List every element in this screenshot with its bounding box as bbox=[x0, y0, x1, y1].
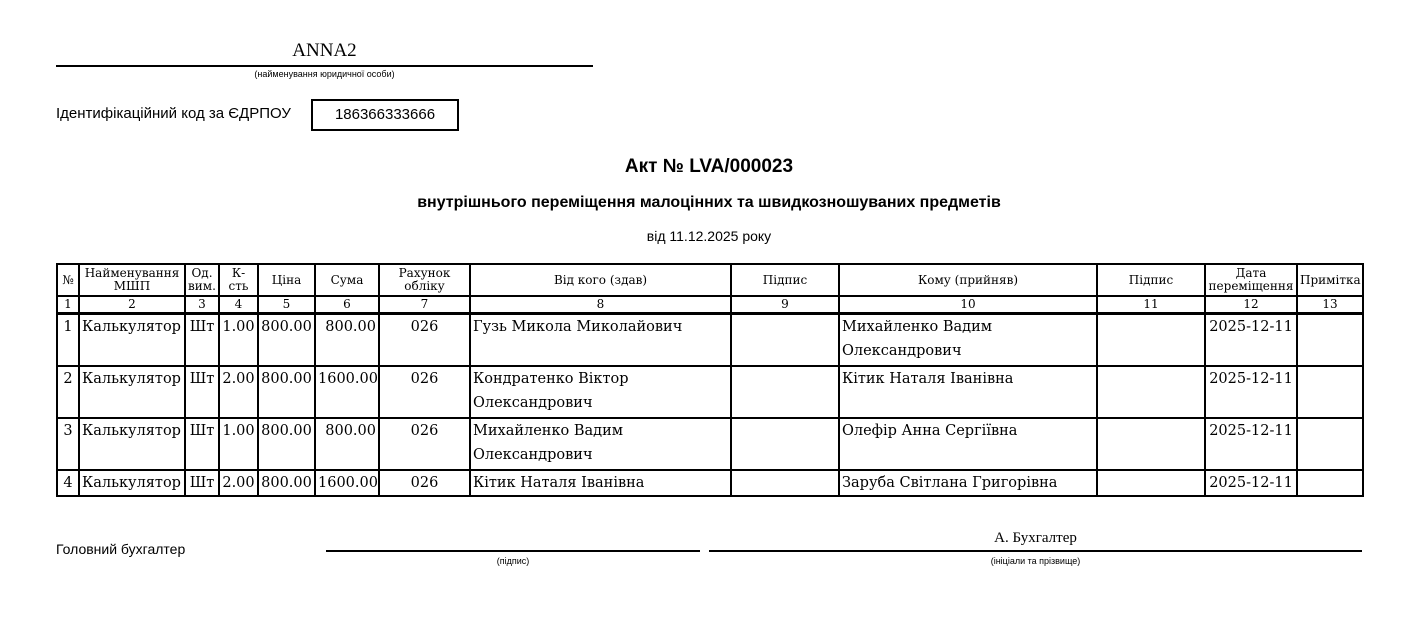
organization-name: ANNA2 bbox=[292, 40, 357, 61]
cell-to-sign bbox=[1097, 470, 1205, 496]
header-date: Дата переміщення bbox=[1205, 264, 1297, 296]
cell-qty: 2.00 bbox=[219, 366, 258, 418]
header-to: Кому (прийняв) bbox=[839, 264, 1097, 296]
header-qty: К-сть bbox=[219, 264, 258, 296]
edrpou-value: 186366333666 bbox=[311, 99, 459, 131]
organization-caption: (найменування юридичної особи) bbox=[254, 69, 395, 79]
cell-unit: Шт bbox=[185, 418, 219, 470]
cell-to: Олефір Анна Сергіївна bbox=[839, 418, 1097, 470]
cell-date: 2025-12-11 bbox=[1205, 418, 1297, 470]
cell-price: 800.00 bbox=[258, 418, 315, 470]
cell-sum: 1600.00 bbox=[315, 470, 379, 496]
cell-from-sign bbox=[731, 470, 839, 496]
cell-date: 2025-12-11 bbox=[1205, 314, 1297, 367]
cell-price: 800.00 bbox=[258, 366, 315, 418]
column-number: 8 bbox=[470, 296, 731, 314]
table-row bbox=[57, 418, 1363, 470]
signature-caption: (підпис) bbox=[496, 556, 530, 566]
cell-date: 2025-12-11 bbox=[1205, 470, 1297, 496]
header-no: № bbox=[57, 264, 79, 296]
items-table bbox=[56, 263, 1364, 497]
header-name: Найменування МШП bbox=[79, 264, 185, 296]
header-sum: Сума bbox=[315, 264, 379, 296]
cell-no: 4 bbox=[57, 470, 79, 496]
column-number: 4 bbox=[219, 296, 258, 314]
table-row bbox=[57, 366, 1363, 418]
cell-note bbox=[1297, 366, 1363, 418]
cell-note bbox=[1297, 418, 1363, 470]
header-note: Примітка bbox=[1297, 264, 1363, 296]
header-price: Ціна bbox=[258, 264, 315, 296]
cell-note bbox=[1297, 470, 1363, 496]
cell-from: Кітик Наталя Іванівна bbox=[470, 470, 731, 496]
cell-no: 3 bbox=[57, 418, 79, 470]
cell-name: Калькулятор bbox=[79, 314, 185, 367]
cell-unit: Шт bbox=[185, 366, 219, 418]
column-number: 13 bbox=[1297, 296, 1363, 314]
name-line bbox=[709, 550, 1362, 552]
column-number: 6 bbox=[315, 296, 379, 314]
cell-from: Кондратенко Віктор Олександрович bbox=[470, 366, 731, 418]
cell-unit: Шт bbox=[185, 314, 219, 367]
cell-from-sign bbox=[731, 418, 839, 470]
cell-qty: 1.00 bbox=[219, 314, 258, 367]
cell-account: 026 bbox=[379, 418, 470, 470]
column-number: 12 bbox=[1205, 296, 1297, 314]
header-from-sign: Підпис bbox=[731, 264, 839, 296]
header-from: Від кого (здав) bbox=[470, 264, 731, 296]
cell-to: Кітик Наталя Іванівна bbox=[839, 366, 1097, 418]
name-caption: (ініціали та прізвище) bbox=[990, 556, 1081, 566]
cell-account: 026 bbox=[379, 470, 470, 496]
cell-from-sign bbox=[731, 314, 839, 367]
cell-sum: 1600.00 bbox=[315, 366, 379, 418]
cell-date: 2025-12-11 bbox=[1205, 366, 1297, 418]
column-number: 1 bbox=[57, 296, 79, 314]
cell-account: 026 bbox=[379, 314, 470, 367]
column-number: 2 bbox=[79, 296, 185, 314]
cell-price: 800.00 bbox=[258, 470, 315, 496]
cell-note bbox=[1297, 314, 1363, 367]
header-row bbox=[57, 264, 1363, 296]
column-number: 9 bbox=[731, 296, 839, 314]
organization-underline bbox=[56, 65, 593, 67]
column-number: 11 bbox=[1097, 296, 1205, 314]
act-subtitle: внутрішнього переміщення малоцінних та швидкозношуваних предметів bbox=[417, 194, 1001, 211]
cell-no: 2 bbox=[57, 366, 79, 418]
edrpou-label: Ідентифікаційний код за ЄДРПОУ bbox=[56, 105, 291, 122]
cell-name: Калькулятор bbox=[79, 418, 185, 470]
act-title: Акт № LVA/000023 bbox=[624, 156, 794, 177]
header-account: Рахунок обліку bbox=[379, 264, 470, 296]
cell-name: Калькулятор bbox=[79, 366, 185, 418]
cell-from: Гузь Микола Миколайович bbox=[470, 314, 731, 367]
column-number-row bbox=[57, 296, 1363, 314]
cell-to: Заруба Світлана Григорівна bbox=[839, 470, 1097, 496]
column-number: 7 bbox=[379, 296, 470, 314]
cell-to-sign bbox=[1097, 314, 1205, 367]
cell-to-sign bbox=[1097, 366, 1205, 418]
cell-to-sign bbox=[1097, 418, 1205, 470]
cell-from-sign bbox=[731, 366, 839, 418]
cell-price: 800.00 bbox=[258, 314, 315, 367]
act-date: від 11.12.2025 року bbox=[646, 228, 772, 244]
table-row bbox=[57, 314, 1363, 367]
chief-accountant-label: Головний бухгалтер bbox=[56, 541, 186, 557]
cell-qty: 1.00 bbox=[219, 418, 258, 470]
cell-sum: 800.00 bbox=[315, 314, 379, 367]
table-row bbox=[57, 470, 1363, 496]
column-number: 5 bbox=[258, 296, 315, 314]
cell-sum: 800.00 bbox=[315, 418, 379, 470]
cell-no: 1 bbox=[57, 314, 79, 367]
cell-unit: Шт bbox=[185, 470, 219, 496]
accountant-name: А. Бухгалтер bbox=[994, 530, 1077, 546]
header-to-sign: Підпис bbox=[1097, 264, 1205, 296]
cell-to: Михайленко Вадим Олександрович bbox=[839, 314, 1097, 367]
signature-line bbox=[326, 550, 700, 552]
cell-from: Михайленко Вадим Олександрович bbox=[470, 418, 731, 470]
cell-qty: 2.00 bbox=[219, 470, 258, 496]
column-number: 10 bbox=[839, 296, 1097, 314]
column-number: 3 bbox=[185, 296, 219, 314]
header-unit: Од. вим. bbox=[185, 264, 219, 296]
cell-account: 026 bbox=[379, 366, 470, 418]
cell-name: Калькулятор bbox=[79, 470, 185, 496]
